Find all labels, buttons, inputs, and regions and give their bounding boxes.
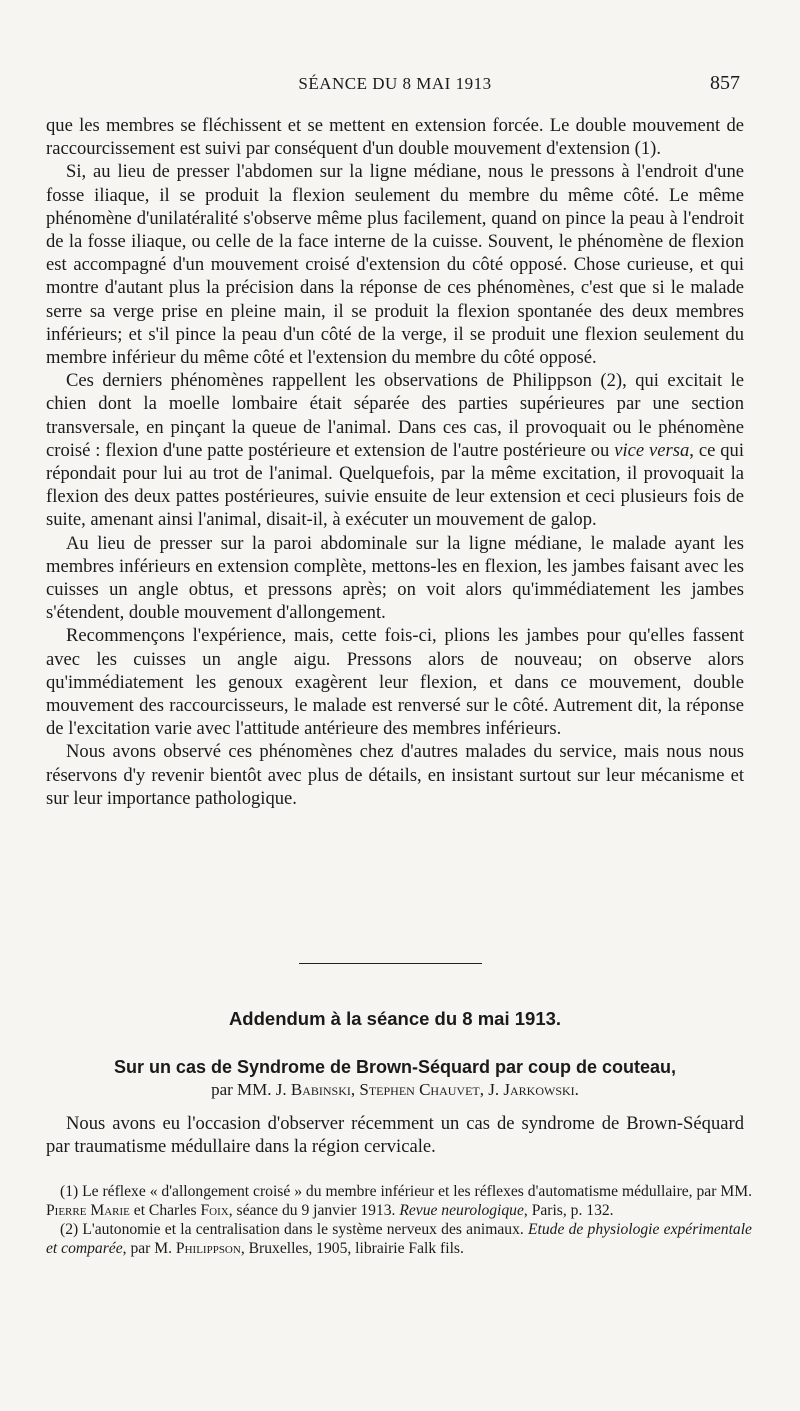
paragraph: Nous avons observé ces phénomènes chez d'autres malades du service, mais nous nous réservons d'y revenir bientôt avec plus de détails, en insistant surtout sur leur mécanisme et sur leur importance pathologique. xyxy=(46,741,744,809)
author-name: Babinski xyxy=(290,1080,351,1099)
addendum-heading: Addendum à la séance du 8 mai 1913. xyxy=(228,1008,562,1029)
footnote-2 xyxy=(46,1220,752,1258)
article-intro xyxy=(46,1112,744,1158)
text-run: , séance du 9 janvier 1913. xyxy=(228,1202,400,1219)
paragraph: Recommençons l'expérience, mais, cette fois-ci, plions les jambes pour qu'elles fassent avec les cuisses un angle aigu. Pressons alors de nouveau; on observe alors qu'immédiatement les genoux exagèrent leur flexion, et dans ce mouvement, double mouvement des raccourcisseurs, le malade est renversé sur le côté. Autrement dit, la réponse de l'excitation varie avec l'attitude antérieure des membres inférieurs. xyxy=(46,625,744,740)
footnote-1 xyxy=(46,1182,752,1220)
text-run: et Charles xyxy=(129,1202,201,1219)
text-run: (2) L'autonomie et la centralisation dans le système nerveux des animaux. xyxy=(60,1221,528,1238)
body-text xyxy=(46,114,744,810)
running-title: SÉANCE DU 8 MAI 1913 xyxy=(298,74,492,93)
footnotes xyxy=(46,1182,752,1258)
paragraph xyxy=(46,369,744,531)
author-name: Stephen Chauvet xyxy=(359,1080,480,1099)
paragraph: Au lieu de presser sur la paroi abdominale sur la ligne médiane, le malade ayant les membres inférieurs en extension complète, mettons-les en flexion, les jambes faisant avec les cuisses un angle obtus, et pressons après; on voit alors qu'immédiatement les jambes s'étendent, double mouvement d'allongement. xyxy=(46,532,744,624)
running-header xyxy=(46,72,744,100)
text-run: , Bruxelles, 1905, librairie Falk fils. xyxy=(240,1240,464,1257)
author-name: Pierre Marie xyxy=(46,1202,130,1219)
byline xyxy=(46,1080,744,1100)
byline-prefix: par MM. J. xyxy=(211,1080,291,1099)
text-run: Ces derniers phénomènes rappellent les observations de Philippson (2), qui excitait le chien dont la moelle lombaire était séparée des parties supérieures par une section transversale, en pinçant la queue de l'animal. Dans ces cas, il provoquait ou le phénomène croisé : flexion d'une patte postérieure et extension de l'autre postérieure ou xyxy=(46,370,744,461)
journal-title: Revue neurologique xyxy=(399,1202,524,1219)
paragraph: que les membres se fléchissent et se mettent en extension forcée. Le double mouvement de raccourcissement est suivi par conséquent d'un double mouvement d'extension (1). xyxy=(46,115,744,160)
paragraph: Si, au lieu de presser l'abdomen sur la ligne médiane, nous le pressons à l'endroit d'une fosse iliaque, il se produit la flexion seulement du membre du même côté. Le même phénomène d'unilatéralité s'observe même plus facilement, quand on pince la peau à l'endroit de la fosse iliaque, ou celle de la face interne de la cuisse. Souvent, le phénomène de flexion est accompagné d'un mouvement croisé d'extension du côté opposé. Chose curieuse, et qui montre d'autant plus la précision dans la réponse de ces phénomènes, c'est que si le malade serre sa verge prise en pleine main, il se produit la flexion spontanée des deux membres inférieurs; et s'il pince la peau d'un côté de la verge, il se produit une flexion seulement du membre inférieur du même côté et l'extension du membre du côté opposé. xyxy=(46,161,744,369)
text-run: , ce qui répondait pour lui au trot de l'animal. Quelquefois, par la même excitation, il provoquait la flexion des deux pattes postérieures, suivie ensuite de leur extension et ceci plusieurs fois de suite, amenant ainsi l'animal, disait-il, à exécuter un mouvement de galop. xyxy=(46,439,744,531)
author-name: Foix xyxy=(200,1202,229,1219)
italic-term: vice versa xyxy=(614,439,690,461)
separator: , xyxy=(350,1080,360,1099)
byline-suffix: . xyxy=(574,1080,579,1099)
book-title: Etude de physiologie expérimentale et comparée xyxy=(46,1221,752,1257)
text-run: (1) Le réflexe « d'allongement croisé » du membre inférieur et les réflexes d'automatisme médullaire, par MM. xyxy=(60,1183,752,1200)
text-run: , Paris, p. 132. xyxy=(523,1202,614,1219)
section-divider xyxy=(299,963,482,964)
page-number: 857 xyxy=(710,72,740,94)
paragraph: Nous avons eu l'occasion d'observer récemment un cas de syndrome de Brown-Séquard par traumatisme médullaire dans la région cervicale. xyxy=(46,1113,744,1158)
article-title: Sur un cas de Syndrome de Brown-Séquard par coup de couteau, xyxy=(113,1057,677,1077)
separator: , J. xyxy=(479,1080,504,1099)
text-run: , par M. xyxy=(122,1240,176,1257)
author-name: Jarkowski xyxy=(503,1080,575,1099)
author-name: Philippson xyxy=(175,1240,241,1257)
